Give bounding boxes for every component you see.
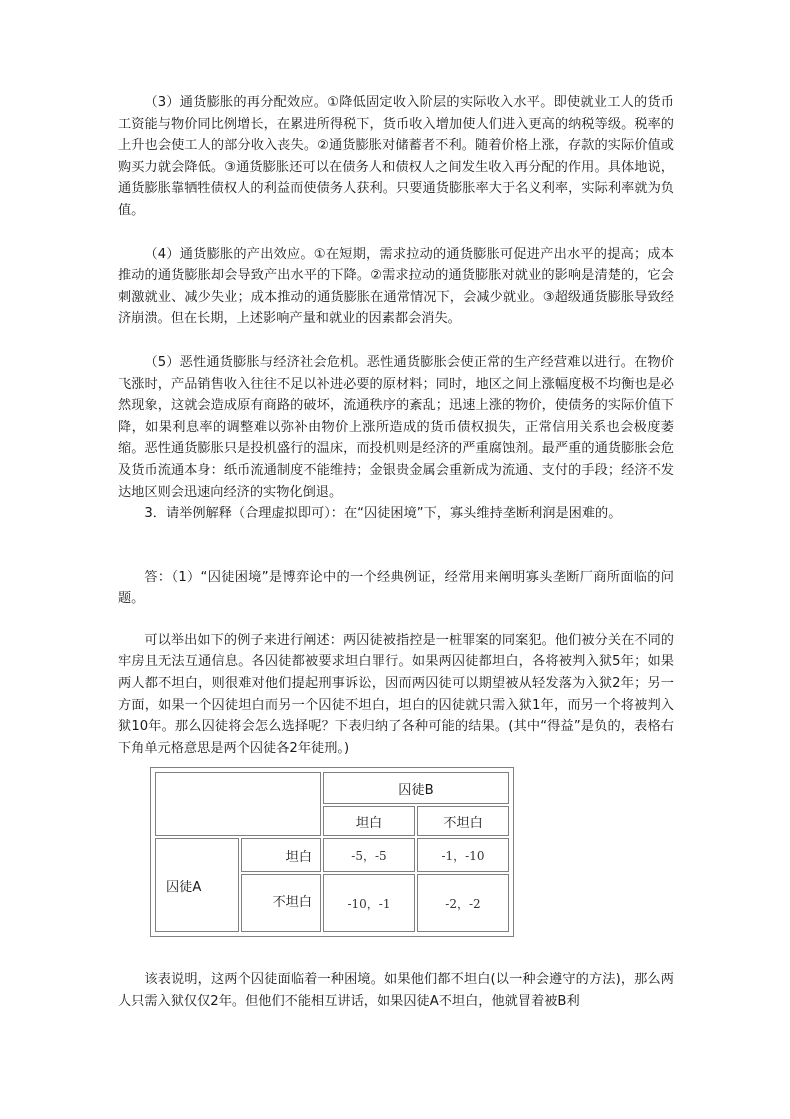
- header-b-confess: 坦白: [323, 806, 415, 836]
- cell-not-confess-confess: -10，-1: [323, 874, 415, 932]
- document-page: [118, 92, 674, 1013]
- paragraph-hyperinflation: （5）恶性通货膨胀与经济社会危机。恶性通货膨胀会使正常的生产经营难以进行。在物价飞涨时，产品销售收入往往不足以补进必要的原材料；同时，地区之间上涨幅度极不均衡也是必然现象，这就会造成原有商路的破坏，流通秩序的紊乱；迅速上涨的物价，使债务的实际价值下降，如果利息率的调整难以弥补由物价上涨所造成的货币债权损失，正常信用关系也会极度萎缩。恶性通货膨胀只是投机盛行的温床，而投机则是经济的严重腐蚀剂。最严重的通货膨胀会危及货币流通本身：纸币流通制度不能维持；金银贵金属会重新成为流通、支付的手段；经济不发达地区则会迅速向经济的实物化倒退。: [118, 354, 674, 500]
- row-a-not-confess: 不坦白: [241, 874, 321, 932]
- payoff-matrix-frame: [150, 767, 514, 937]
- answer-paragraph-2: 可以举出如下的例子来进行阐述：两囚徒被指控是一桩罪案的同案犯。他们被分关在不同的牢房且无法互通信息。各囚徒都被要求坦白罪行。如果两囚徒都坦白，各将被判入狱5年；如果两人都不坦白，则很难对他们提起刑事诉讼，因而两囚徒可以期望被从轻发落为入狱2年；另一方面，如果一个囚徒坦白而另一个囚徒不坦白，坦白的囚徒就只需入狱1年，而另一个将被判入狱10年。那么囚徒将会怎么选择呢？下表归纳了各种可能的结果。(其中“得益”是负的，表格右下角单元格意思是两个囚徒各2年徒刑。): [118, 632, 674, 756]
- cell-confess-confess: -5，-5: [323, 838, 415, 872]
- paragraph-output-effect: （4）通货膨胀的产出效应。①在短期，需求拉动的通货膨胀可促进产出水平的提高；成本推动的通货膨胀却会导致产出水平的下降。②需求拉动的通货膨胀对就业的影响是清楚的，它会刺激就业、减少失业；成本推动的通货膨胀在通常情况下，会减少就业。③超级通货膨胀导致经济崩溃。但在长期，上述影响产量和就业的因素都会消失。: [118, 246, 674, 327]
- cell-confess-not-confess: -1，-10: [417, 838, 509, 872]
- paragraph-redistribution-effect: （3）通货膨胀的再分配效应。①降低固定收入阶层的实际收入水平。即使就业工人的货币工资能与物价同比例增长，在累进所得税下，货币收入增加使人们进入更高的纳税等级。税率的上升也会使工人的部分收入丧失。②通货膨胀对储蓄者不利。随着价格上涨，存款的实际价值或购买力就会降低。③通货膨胀还可以在债务人和债权人之间发生收入再分配的作用。具体地说，通货膨胀靠牺牲债权人的利益而使债务人获利。只要通货膨胀率大于名义利率，实际利率就为负值。: [118, 95, 674, 218]
- answer-paragraph-1: 答：（1）“囚徒困境”是博弈论中的一个经典例证，经常用来阐明寡头垄断厂商所面临的问题。: [118, 569, 674, 607]
- header-b-not-confess: 不坦白: [417, 806, 509, 836]
- header-prisoner-a: 囚徒A: [155, 838, 239, 932]
- cell-not-confess-not-confess: -2，-2: [417, 874, 509, 932]
- header-prisoner-b: 囚徒B: [323, 772, 509, 804]
- table-corner-cell: [155, 772, 321, 836]
- row-a-confess: 坦白: [241, 838, 321, 872]
- payoff-matrix-table: [153, 770, 511, 934]
- question-3: 3．请举例解释（合理虚拟即可）：在“囚徒困境”下，寡头维持垄断利润是困难的。: [144, 506, 622, 522]
- answer-paragraph-3: 该表说明，这两个囚徒面临着一种困境。如果他们都不坦白(以一种会遵守的方法)，那么两人只需入狱仅仅2年。但他们不能相互讲话，如果囚徒A不坦白，他就冒着被B利: [118, 972, 674, 1010]
